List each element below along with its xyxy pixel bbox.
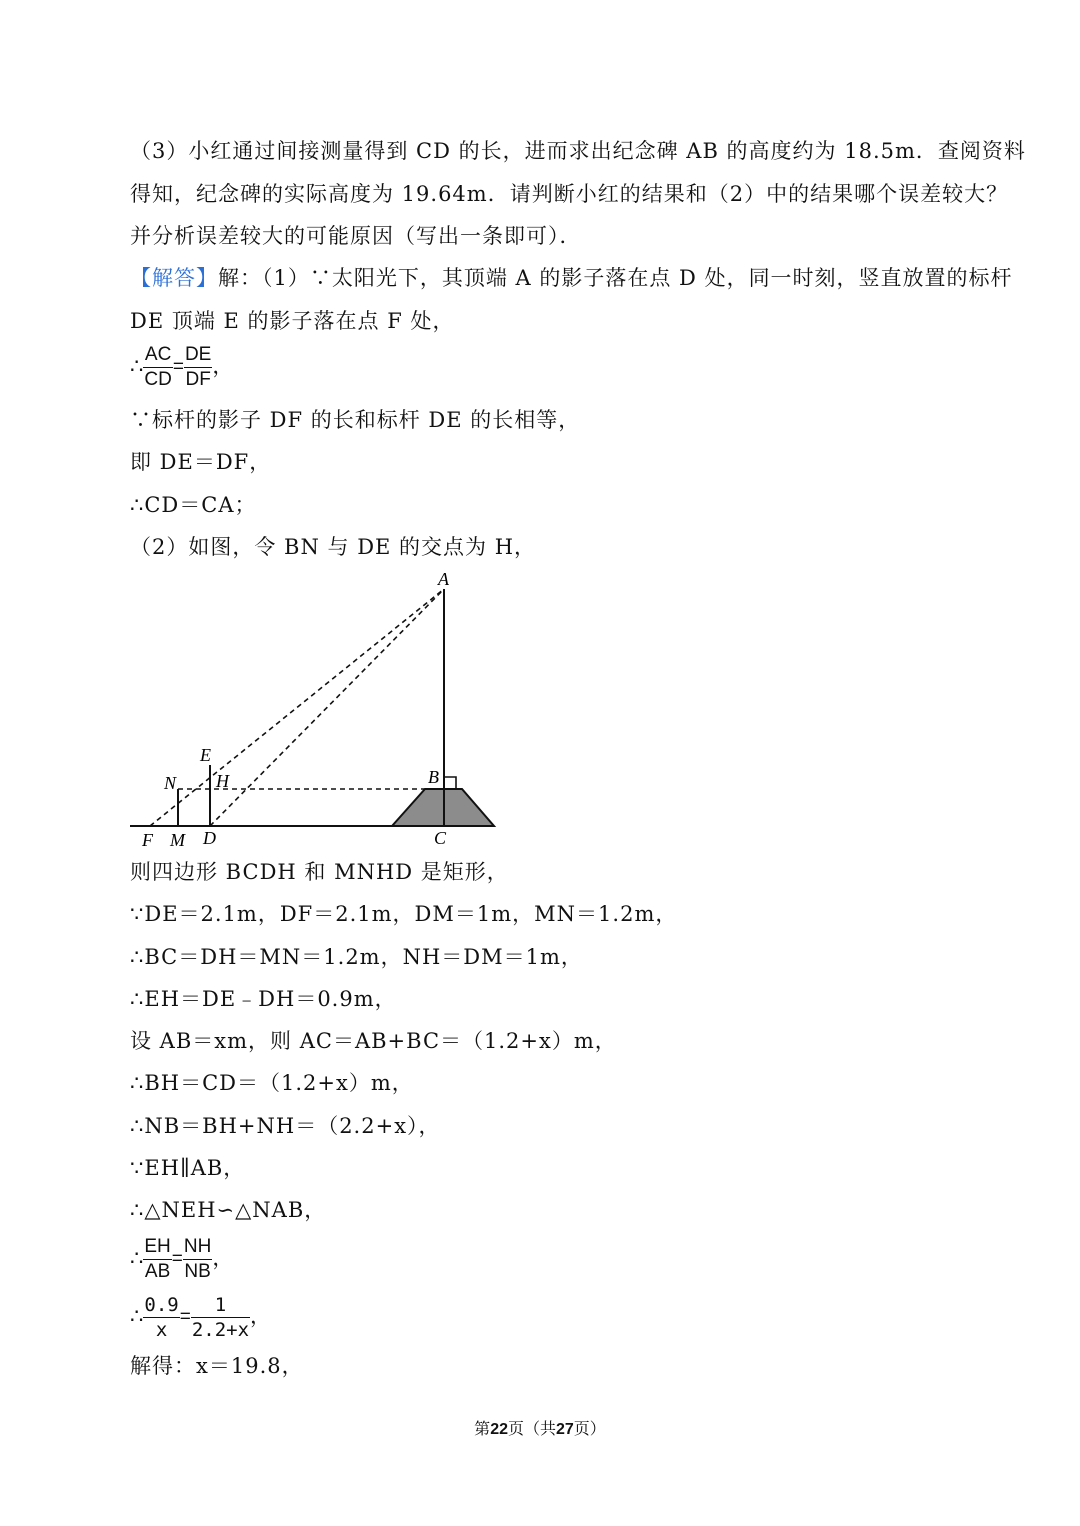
solution-line-5: 设 AB＝xm，则 AC＝AB+BC＝（1.2+x）m， [130, 1029, 617, 1053]
geometry-figure [120, 565, 520, 855]
denominator: DF [185, 369, 211, 390]
label-e: E [200, 745, 211, 765]
denominator: x [155, 1319, 168, 1341]
denominator: AB [144, 1261, 171, 1282]
label-c: C [434, 828, 447, 848]
fraction-eh-ab [143, 1235, 171, 1284]
right-angle-marker [444, 777, 456, 789]
numerator: DE [184, 343, 212, 368]
solution-line-4: ∴EH＝DE﹣DH＝0.9m， [130, 987, 397, 1011]
therefore-symbol: ∴ [130, 1304, 144, 1328]
solution-line-2: ∵DE＝2.1m，DF＝2.1m，DM＝1m，MN＝1.2m， [130, 902, 678, 926]
answer-line-7: （2）如图，令 BN 与 DE 的交点为 H， [130, 535, 537, 559]
equals-sign: = [172, 356, 184, 378]
label-f: F [142, 830, 153, 850]
solution-line-9: ∴△NEH∽△NAB， [130, 1198, 327, 1222]
label-m: M [170, 830, 185, 850]
numerator: AC [143, 343, 172, 368]
fraction-equation-1 [130, 343, 233, 392]
denominator: 2.2+x [191, 1319, 250, 1341]
therefore-symbol: ∴ [130, 354, 144, 378]
numerator: EH [143, 1235, 171, 1260]
solution-line-3: ∴BC＝DH＝MN＝1.2m，NH＝DM＝1m， [130, 945, 583, 969]
sunray-fa [150, 589, 444, 826]
label-b: B [428, 767, 439, 787]
numerator: NH [183, 1235, 212, 1260]
fraction-09-x [143, 1293, 179, 1342]
solution-line-8: ∵EH∥AB， [130, 1156, 246, 1180]
problem-line-3: 并分析误差较大的可能原因（写出一条即可）． [130, 224, 582, 248]
punctuation: ， [250, 1304, 272, 1328]
fraction-equation-3 [130, 1293, 271, 1342]
solution-line-1: 则四边形 BCDH 和 MNHD 是矩形， [130, 860, 509, 884]
label-n: N [164, 773, 177, 793]
denominator: NB [184, 1261, 211, 1282]
problem-line-2: 得知，纪念碑的实际高度为 19.64m．请判断小红的结果和（2）中的结果哪个误差较大？ [130, 182, 1009, 206]
problem-line-1: （3）小红通过间接测量得到 CD 的长，进而求出纪念碑 AB 的高度约为 18.5m．查阅资料 [130, 139, 1026, 163]
sunray-da [210, 589, 444, 826]
therefore-symbol: ∴ [130, 1246, 144, 1270]
numerator: 1 [191, 1293, 250, 1318]
page-footer [0, 1416, 1080, 1439]
fraction-equation-2 [130, 1235, 233, 1284]
answer-line-4: ∵标杆的影子 DF 的长和标杆 DE 的长相等， [130, 408, 581, 432]
fraction-ac-cd [143, 343, 172, 392]
equals-sign: = [179, 1306, 191, 1328]
denominator: CD [144, 369, 172, 390]
fraction-1-22x [191, 1293, 250, 1342]
label-a: A [438, 569, 449, 589]
label-h: H [216, 771, 229, 791]
punctuation: ， [212, 354, 234, 378]
answer-line-2: DE 顶端 E 的影子落在点 F 处， [130, 309, 455, 333]
equals-sign: = [171, 1248, 183, 1270]
label-d: D [203, 828, 216, 848]
solution-line-6: ∴BH＝CD＝（1.2+x）m， [130, 1071, 414, 1095]
answer-line-6: ∴CD＝CA； [130, 493, 257, 517]
answer-line-5: 即 DE＝DF， [130, 450, 272, 474]
fraction-de-df [184, 343, 212, 392]
solution-line-10: 解得：x＝19.8， [130, 1354, 304, 1378]
answer-line-1 [130, 263, 1013, 293]
punctuation: ， [212, 1246, 234, 1270]
current-page-number: 22 [490, 1421, 508, 1438]
footer-suffix: 页） [573, 1419, 606, 1438]
footer-middle: 页（共 [507, 1419, 556, 1438]
total-page-count: 27 [556, 1421, 574, 1438]
fraction-nh-nb [183, 1235, 212, 1284]
footer-prefix: 第 [474, 1419, 491, 1438]
answer-line-1-text: 解：（1）∵太阳光下，其顶端 A 的影子落在点 D 处，同一时刻，竖直放置的标杆 [218, 266, 1013, 290]
answer-tag: 【解答】 [130, 266, 218, 290]
solution-line-7: ∴NB＝BH+NH＝（2.2+x）， [130, 1114, 441, 1138]
numerator: 0.9 [144, 1294, 179, 1316]
